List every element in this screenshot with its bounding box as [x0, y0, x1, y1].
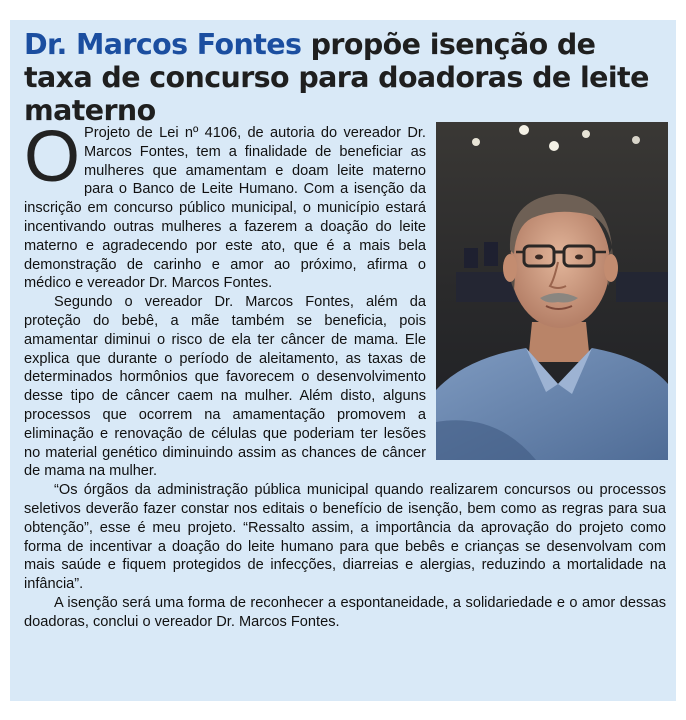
drop-cap: O [24, 117, 81, 197]
paragraph-4: A isenção será uma forma de reconhecer a espontaneidade, a solidariedade e o amor dessas doadoras, conclui o vereador Dr. Marcos Fontes. [24, 594, 666, 630]
headline [24, 28, 664, 127]
headline-name: Dr. Marcos Fontes [24, 28, 302, 61]
portrait-photo [436, 122, 668, 460]
paragraph-2: Segundo o vereador Dr. Marcos Fontes, além da proteção do bebê, a mãe também se beneficia, pois amamentar diminui o risco de ela ter câncer de mama. Ele explica que durante o período de aleitamento, as taxas de determinados hormônios que favorecem o desenvolvimento desse tipo de câncer caem na mulher. Além disto, alguns processos que ocorrem na amamentação promovem a eliminação e renovação de células que poderiam ter lesões no material genético diminuindo assim as chances de câncer de mama na mulher. [24, 294, 426, 480]
paragraph-1-text: Projeto de Lei nº 4106, de autoria do vereador Dr. Marcos Fontes, tem a finalidade de beneficiar as mulheres que amamentam e doam leite materno para o Banco de Leite Humano. Com a isenção da inscrição em concurso público municipal, o município estará incentivando outras mulheres a fazerem a doação do leite materno e agradecendo por este ato, que é a mais bela demonstração de carinho e amor ao próximo, afirma o médico e vereador Dr. Marcos Fontes. [24, 125, 426, 292]
headline-rest: propõe isenção de taxa de concurso para doadoras de leite materno [24, 28, 649, 127]
article-card [10, 20, 676, 701]
article-body [24, 117, 666, 632]
paragraph-3: “Os órgãos da administração pública municipal quando realizarem concursos ou processos seletivos deverão fazer constar nos editais o benefício de isenção, bem como as regras para sua obtenção”, esse é meu projeto. “Ressalto assim, a importância da aprovação do projeto como forma de incentivar a doação do leite humano para que bebês e crianças se desenvolvam com mais saúde e fiquem protegidos de infecções, diarreias e alergias, reduzindo a mortalidade na infância”. [24, 482, 666, 593]
